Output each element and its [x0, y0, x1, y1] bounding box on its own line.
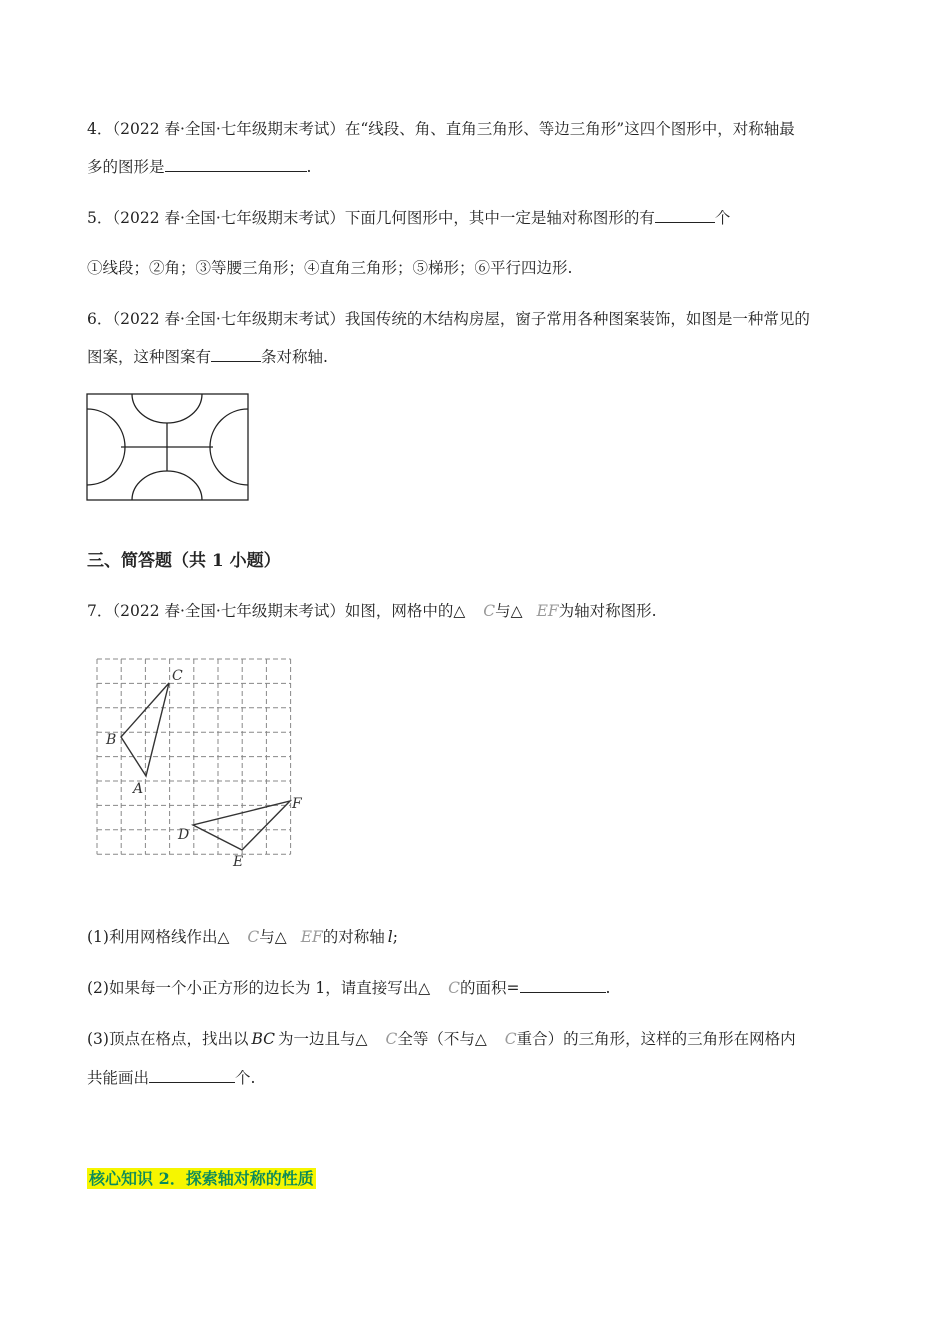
pattern-top-arc — [132, 394, 202, 423]
q7-sub1-l: l — [387, 928, 393, 946]
q6-answer-blank[interactable] — [211, 347, 261, 362]
q7-sub2-tri-frag: C — [448, 979, 461, 997]
core2-title: 核心知识 2．探索轴对称的性质 — [89, 1169, 314, 1188]
q7-sub3-mid3: 重合）的三角形，这样的三角形在网格内 — [516, 1030, 796, 1048]
q6-line2-suffix: 条对称轴. — [261, 348, 328, 366]
q7-sub3-tri-frag2: C — [504, 1030, 517, 1048]
core2-heading — [87, 1166, 316, 1189]
q7-sub2 — [87, 976, 610, 998]
label-d: D — [178, 827, 190, 843]
q7-sub1 — [87, 925, 398, 947]
q4-line1: 4．（2022 春·全国·七年级期末考试）在“线段、角、直角三角形、等边三角形”这四个图形中，对称轴最 — [87, 120, 795, 138]
q7-sub1-prefix: (1)利用网格线作出△ — [87, 928, 230, 946]
q7-line1-suffix: 为轴对称图形. — [558, 602, 657, 620]
q7-line1 — [87, 599, 657, 621]
q7-sub3-line2 — [87, 1066, 255, 1088]
q5-line1-suffix: 个 — [714, 209, 731, 227]
window-pattern-figure — [86, 393, 250, 503]
q7-line1-prefix: 7．（2022 春·全国·七年级期末考试）如图，网格中的△ — [87, 602, 466, 620]
q6-line2 — [87, 345, 328, 367]
section3-title: 三、简答题（共 1 小题） — [87, 551, 281, 571]
q7-tri1-frag: C — [483, 602, 496, 620]
q4-answer-blank[interactable] — [165, 157, 307, 172]
label-c: C — [172, 668, 183, 684]
pattern-bottom-arc — [132, 471, 202, 500]
q7-sub1-tri2-frag: EF — [300, 928, 323, 946]
pattern-right-arc — [210, 409, 248, 485]
q7-sub1-tri1-frag: C — [247, 928, 260, 946]
q7-sub1-mid: 与△ — [259, 928, 287, 946]
q5-line1-prefix: 5．（2022 春·全国·七年级期末考试）下面几何图形中，其中一定是轴对称图形的有 — [87, 209, 655, 227]
q7-sub3-line2-suffix: 个. — [235, 1069, 256, 1087]
q7-sub3-line2-prefix: 共能画出 — [87, 1069, 150, 1087]
q5-line1 — [87, 206, 730, 228]
label-b: B — [106, 732, 117, 748]
q7-sub3-mid2: 全等（不与△ — [397, 1030, 487, 1048]
triangle-def — [193, 801, 290, 850]
grid-figure — [85, 648, 325, 876]
q6-line2-prefix: 图案，这种图案有 — [87, 348, 212, 366]
q7-sub3-tri-frag1: C — [385, 1030, 398, 1048]
q7-tri2-frag: EF — [536, 602, 559, 620]
q7-line1-mid: 与△ — [495, 602, 523, 620]
triangle-abc — [121, 683, 169, 776]
q5-answer-blank[interactable] — [655, 208, 715, 223]
q7-sub1-suffix: 的对称轴 — [322, 928, 385, 946]
q4-line2 — [87, 155, 311, 177]
q7-sub2-prefix: (2)如果每一个小正方形的边长为 1，请直接写出△ — [87, 979, 431, 997]
q7-sub3-answer-blank[interactable] — [149, 1068, 235, 1083]
q4-line2-prefix: 多的图形是 — [87, 158, 165, 176]
pattern-left-arc — [87, 409, 125, 485]
q4-line2-suffix: . — [306, 158, 312, 176]
label-a: A — [133, 781, 144, 797]
q7-sub3-bc: BC — [251, 1030, 276, 1048]
q6-line1: 6．（2022 春·全国·七年级期末考试）我国传统的木结构房屋，窗子常用各种图案装饰，如图是一种常见的 — [87, 310, 810, 328]
q7-sub2-end: . — [605, 979, 611, 997]
label-e: E — [233, 854, 244, 870]
q7-sub3-mid1: 为一边且与△ — [278, 1030, 368, 1048]
q7-sub2-answer-blank[interactable] — [520, 978, 606, 993]
q5-line2: ①线段；②角；③等腰三角形；④直角三角形；⑤梯形；⑥平行四边形. — [87, 259, 573, 277]
q7-sub1-end: ; — [392, 928, 398, 946]
q7-sub3-prefix: (3)顶点在格点，找出以 — [87, 1030, 249, 1048]
label-f: F — [292, 796, 302, 812]
q7-sub2-suffix: 的面积= — [460, 979, 520, 997]
q7-sub3-line1 — [87, 1027, 796, 1049]
